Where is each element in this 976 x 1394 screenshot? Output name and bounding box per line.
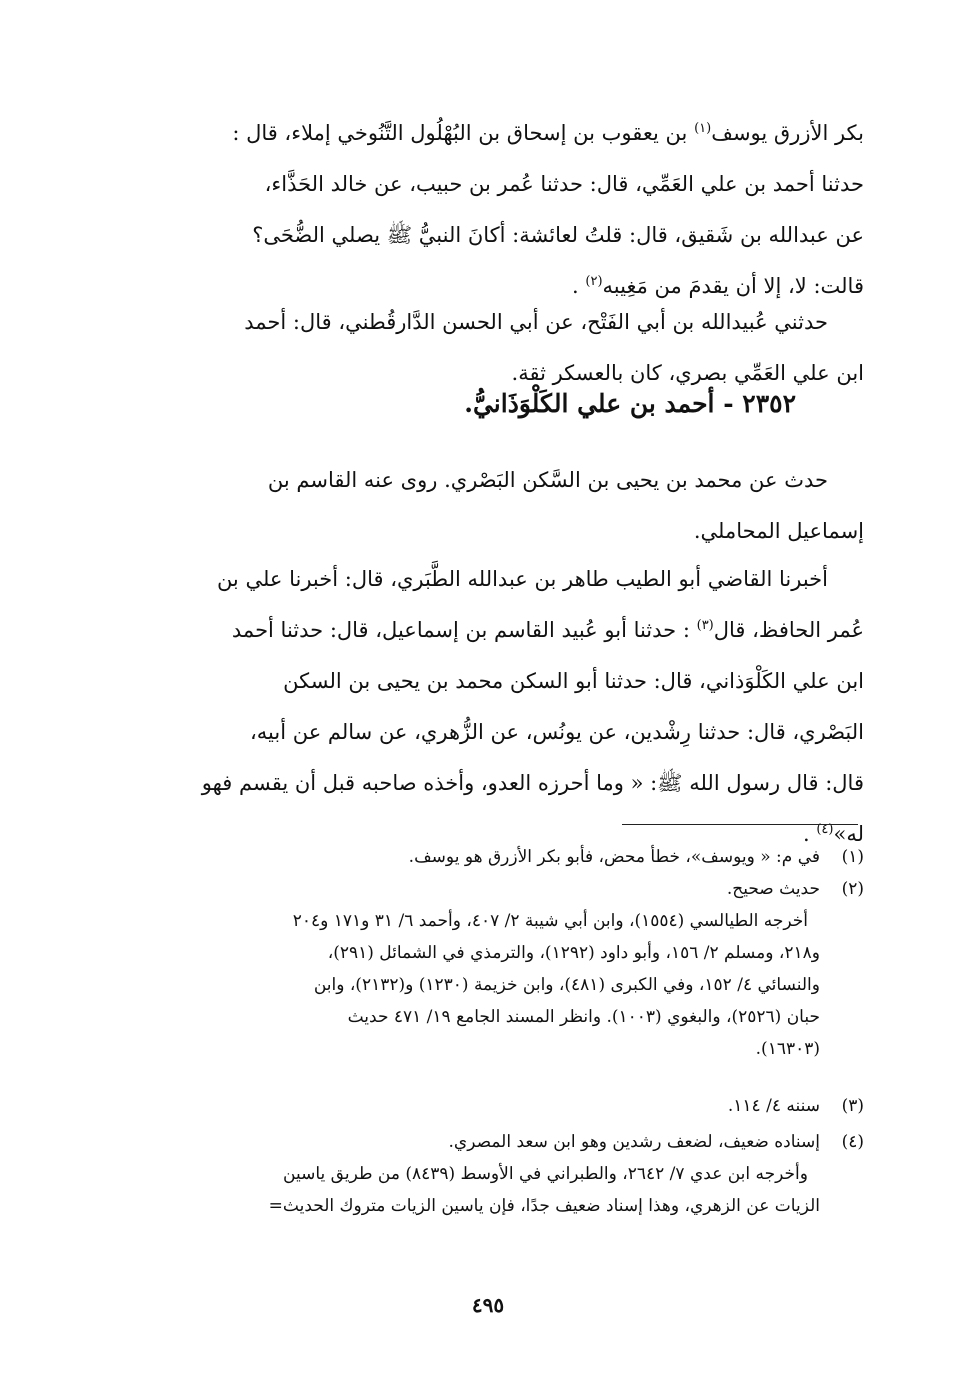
text-line: ابن علي العَمِّي بصري، كان بالعسكر ثقة.: [511, 361, 864, 385]
text-run: بكر الأزرق يوسف: [711, 121, 864, 145]
footnote-text: حديث صحيح.: [726, 879, 820, 899]
text-run: عُمر الحافظ، قال: [713, 618, 864, 642]
prev-entry-paragraph-1: [132, 108, 864, 312]
entry-paragraph-2: [132, 554, 864, 860]
text-line: البَصْري، قال: حدثنا رِشْدين، عن يونُس، عن الزُّهري، عن سالم عن أبيه،: [249, 720, 864, 744]
footnote-number: (٤): [841, 1132, 864, 1152]
text-run: بن يعقوب بن إسحاق بن البُهْلُول التَّنُوخي إملاء، قال :: [232, 121, 688, 145]
footnote-text: سننه ٤/ ١١٤.: [727, 1096, 820, 1116]
footnote-line: و٢١٨، ومسلم ٢/ ١٥٦، وأبو داود (١٢٩٢)، والترمذي في الشمائل (٢٩١)،: [327, 943, 820, 963]
footnote-line: أخرجه الطيالسي (١٥٥٤)، وابن أبي شيبة ٢/ ٤٠٧، وأحمد ٦/ ٣١ و١٧١ و٢٠٤: [292, 911, 808, 931]
footnote-line: (١٦٣٠٣).: [755, 1039, 820, 1059]
entry-paragraph-1: [132, 455, 864, 557]
footnote-divider: [622, 824, 858, 825]
text-line: أخبرنا القاضي أبو الطيب طاهر بن عبدالله الطَّبَري، قال: أخبرنا علي بن: [216, 567, 828, 591]
footnote-number: (٢): [841, 879, 864, 899]
page-number: ٤٩٥: [471, 1293, 505, 1317]
footnote-text: إسناده ضعيف، لضعف رشدين وهو ابن سعد المصري.: [448, 1132, 820, 1152]
text-run: .: [802, 822, 810, 846]
entry-heading: ٢٣٥٢ - أحمد بن علي الكَلْوَذَانيُّ.: [464, 389, 796, 418]
footnote-text: في م: « ويوسف»، خطأ محض، فأبو بكر الأزرق هو يوسف.: [408, 847, 820, 867]
text-run: قالت: لا، إلا أن يقدمَ من مَغِيبه: [602, 274, 864, 298]
footnote-line: الزيات عن الزهري، وهذا إسناد ضعيف جدًا، فإن ياسين الزيات متروك الحديث=: [268, 1196, 820, 1216]
text-line: إسماعيل المحاملي.: [693, 519, 864, 543]
text-line: قال: قال رسول الله ﷺ: « وما أحرزه العدو، وأخذه صاحبه قبل أن يقسم فهو: [201, 771, 864, 795]
text-run: .: [572, 274, 579, 298]
text-line: حدثنا أحمد بن علي العَمِّي، قال: حدثنا عُمر بن حبيب، عن خالد الحَذَّاء،: [264, 172, 864, 196]
footnote-1: [124, 841, 864, 873]
text-line: ابن علي الكَلْوَذاني، قال: حدثنا أبو السكن محمد بن يحيى بن السكن: [283, 669, 864, 693]
footnote-number: (١): [841, 847, 864, 867]
footnote-ref: (٣): [696, 618, 714, 633]
footnote-ref: (٢): [585, 274, 603, 289]
footnote-line: والنسائي ٤/ ١٥٢، وفي الكبرى (٤٨١)، وابن خزيمة (١٢٣٠) و(٢١٣٢)، وابن: [313, 975, 820, 995]
footnote-ref: (١): [694, 121, 712, 136]
text-line: عن عبدالله بن شَقيق، قال: قلتُ لعائشة: أكانَ النبيُّ ﷺ يصلي الضُّحَى؟: [252, 223, 864, 247]
footnote-4: [124, 1126, 864, 1222]
footnote-2: [124, 873, 864, 1065]
footnote-line: وأخرجه ابن عدي ٧/ ٢٦٤٢، والطبراني في الأوسط (٨٤٣٩) من طريق ياسين: [283, 1164, 808, 1184]
text-run: : حدثنا أبو عُبيد القاسم بن إسماعيل، قال: حدثنا أحمد: [231, 618, 690, 642]
footnote-line: حبان (٢٥٢٦)، والبغوي (١٠٠٣). وانظر المسند الجامع ١٩/ ٤٧١ حديث: [347, 1007, 820, 1027]
prev-entry-paragraph-2: [132, 297, 864, 399]
footnote-3: [124, 1090, 864, 1122]
text-line: حدث عن محمد بن يحيى بن السَّكن البَصْري. روى عنه القاسم بن: [267, 468, 828, 492]
text-line: حدثني عُبيدالله بن أبي الفَتْح، عن أبي الحسن الدَّارقُطني، قال: أحمد: [244, 310, 828, 334]
footnote-number: (٣): [841, 1096, 864, 1116]
text-run: له»: [833, 822, 864, 846]
footnote-ref: (٤): [816, 822, 834, 837]
